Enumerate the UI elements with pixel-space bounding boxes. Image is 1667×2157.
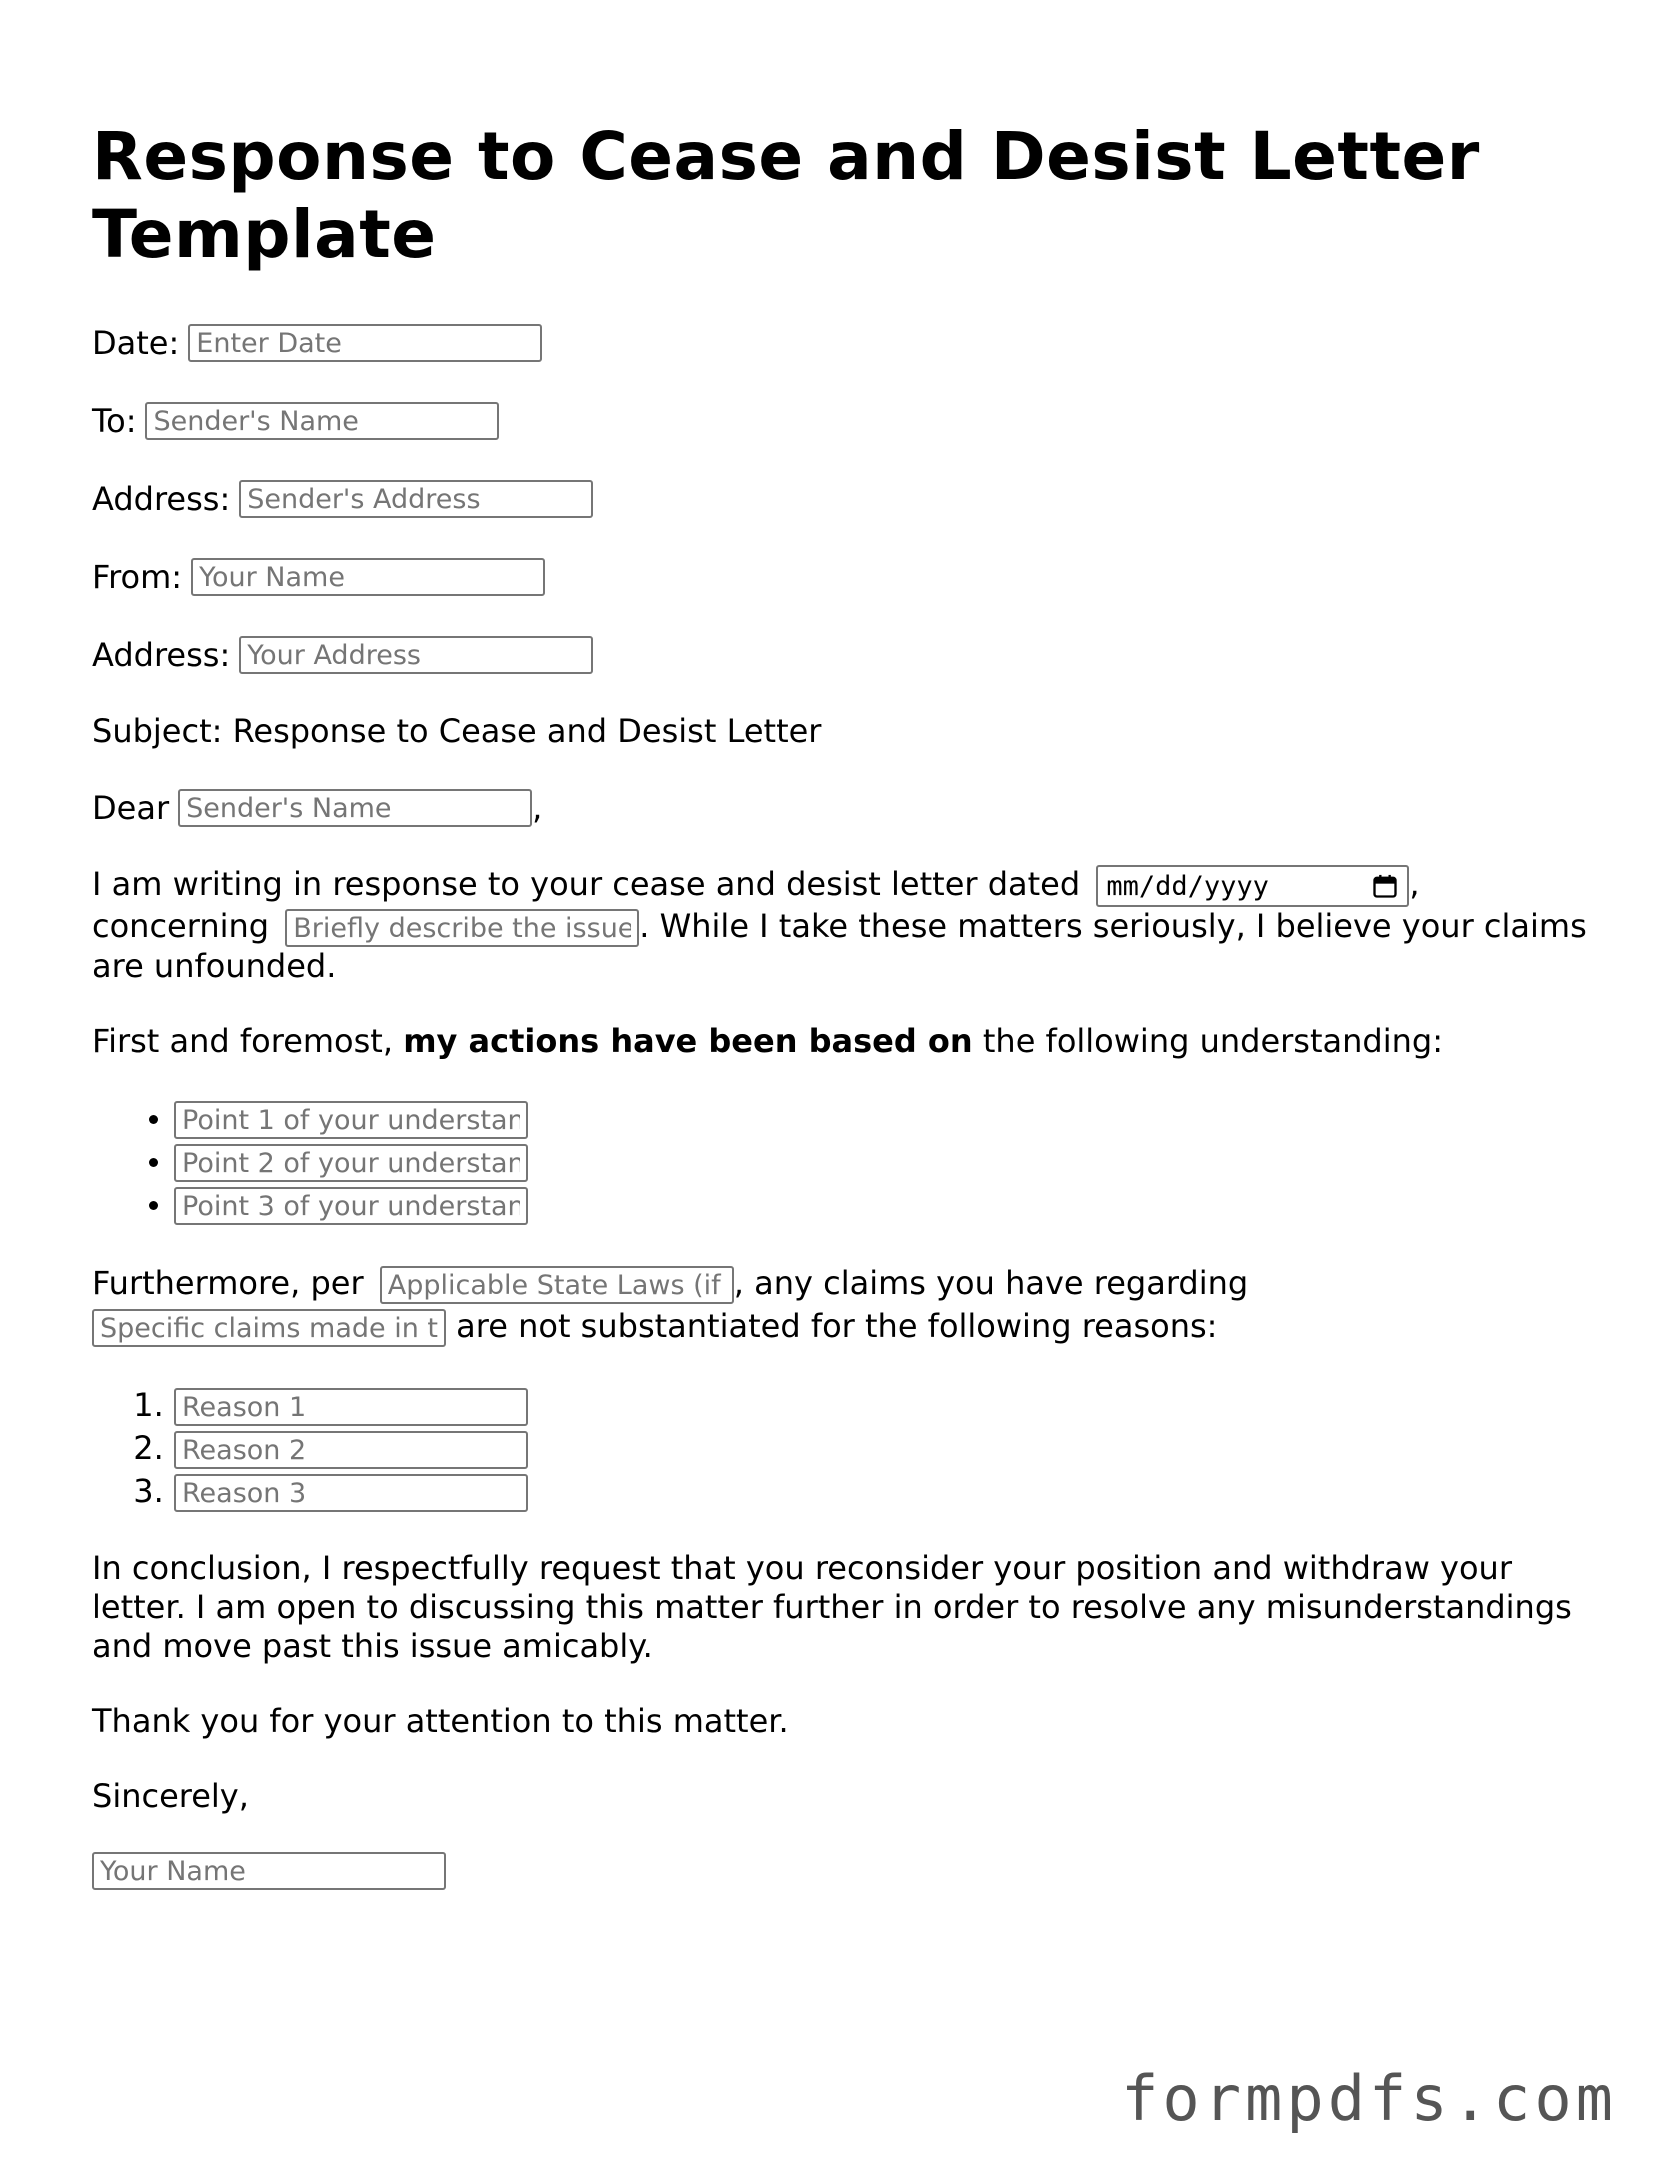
understanding-text-1: First and foremost, [92, 1022, 404, 1060]
intro-text-3: concerning [92, 907, 270, 945]
claims-text-1: Furthermore, per [92, 1264, 364, 1302]
calendar-icon[interactable] [1371, 872, 1399, 900]
understanding-list [92, 1097, 1592, 1226]
list-item [174, 1427, 1592, 1470]
sender-address-input[interactable] [239, 480, 593, 518]
understanding-text-2: the following understanding: [972, 1022, 1443, 1060]
your-name-input[interactable] [191, 558, 545, 596]
thanks-paragraph: Thank you for your attention to this matter. [92, 1702, 789, 1740]
issue-input[interactable] [285, 909, 639, 947]
state-laws-input[interactable] [380, 1266, 734, 1304]
date-input[interactable] [188, 324, 542, 362]
salutation-prefix: Dear [92, 788, 170, 827]
from-row [92, 556, 1592, 598]
list-item [174, 1384, 1592, 1427]
your-address-label: Address: [92, 635, 231, 674]
sender-name-input[interactable] [145, 402, 499, 440]
your-address-input[interactable] [239, 636, 593, 674]
signature-row [92, 1852, 1592, 1890]
reason-1-input[interactable] [174, 1388, 528, 1426]
watermark: formpdfs.com [1121, 2062, 1617, 2135]
intro-paragraph [92, 865, 1592, 986]
date-label: Date: [92, 323, 180, 362]
list-item [174, 1470, 1592, 1513]
reason-2-input[interactable] [174, 1431, 528, 1469]
conclusion-paragraph: In conclusion, I respectfully request that you reconsider your position and withdraw your letter. I am open to discussing this matter further in order to resolve any misunderstandings and move past this issue amicably. [92, 1549, 1572, 1665]
understanding-paragraph [92, 1022, 1592, 1061]
letter-template [92, 118, 1592, 1890]
understanding-bold-text: my actions have been based on [403, 1022, 973, 1060]
your-address-row [92, 634, 1592, 676]
to-row [92, 400, 1592, 442]
point-1-input[interactable] [174, 1101, 528, 1139]
reasons-list [92, 1384, 1592, 1513]
list-item [174, 1097, 1592, 1140]
specific-claims-input[interactable] [92, 1309, 446, 1347]
point-3-input[interactable] [174, 1187, 528, 1225]
page-title: Response to Cease and Desist Letter Template [92, 118, 1480, 273]
claims-text-2: , any claims you have regarding [733, 1264, 1249, 1302]
claims-text-3: are not substantiated for the following reasons: [446, 1307, 1218, 1345]
from-label: From: [92, 557, 183, 596]
subject-line: Subject: Response to Cease and Desist Letter [92, 712, 822, 750]
salutation-name-input[interactable] [178, 789, 532, 827]
claims-paragraph [92, 1262, 1592, 1348]
closing-text: Sincerely, [92, 1777, 249, 1815]
intro-text-2: , [1409, 865, 1420, 903]
list-item [174, 1183, 1592, 1226]
letter-date-picker[interactable] [1096, 865, 1409, 907]
signature-input[interactable] [92, 1852, 446, 1890]
sender-address-label: Address: [92, 479, 231, 518]
to-label: To: [92, 401, 137, 440]
point-2-input[interactable] [174, 1144, 528, 1182]
date-picker-value: mm/dd/yyyy [1106, 870, 1269, 902]
salutation-row [92, 787, 1592, 829]
date-row [92, 322, 1592, 364]
intro-text-1: I am writing in response to your cease and desist letter dated [92, 865, 1081, 903]
reason-3-input[interactable] [174, 1474, 528, 1512]
sender-address-row [92, 478, 1592, 520]
salutation-comma: , [532, 788, 543, 827]
intro-text-4: . While I take these matters seriously, I believe your claims are unfounded. [92, 907, 1587, 985]
list-item [174, 1140, 1592, 1183]
